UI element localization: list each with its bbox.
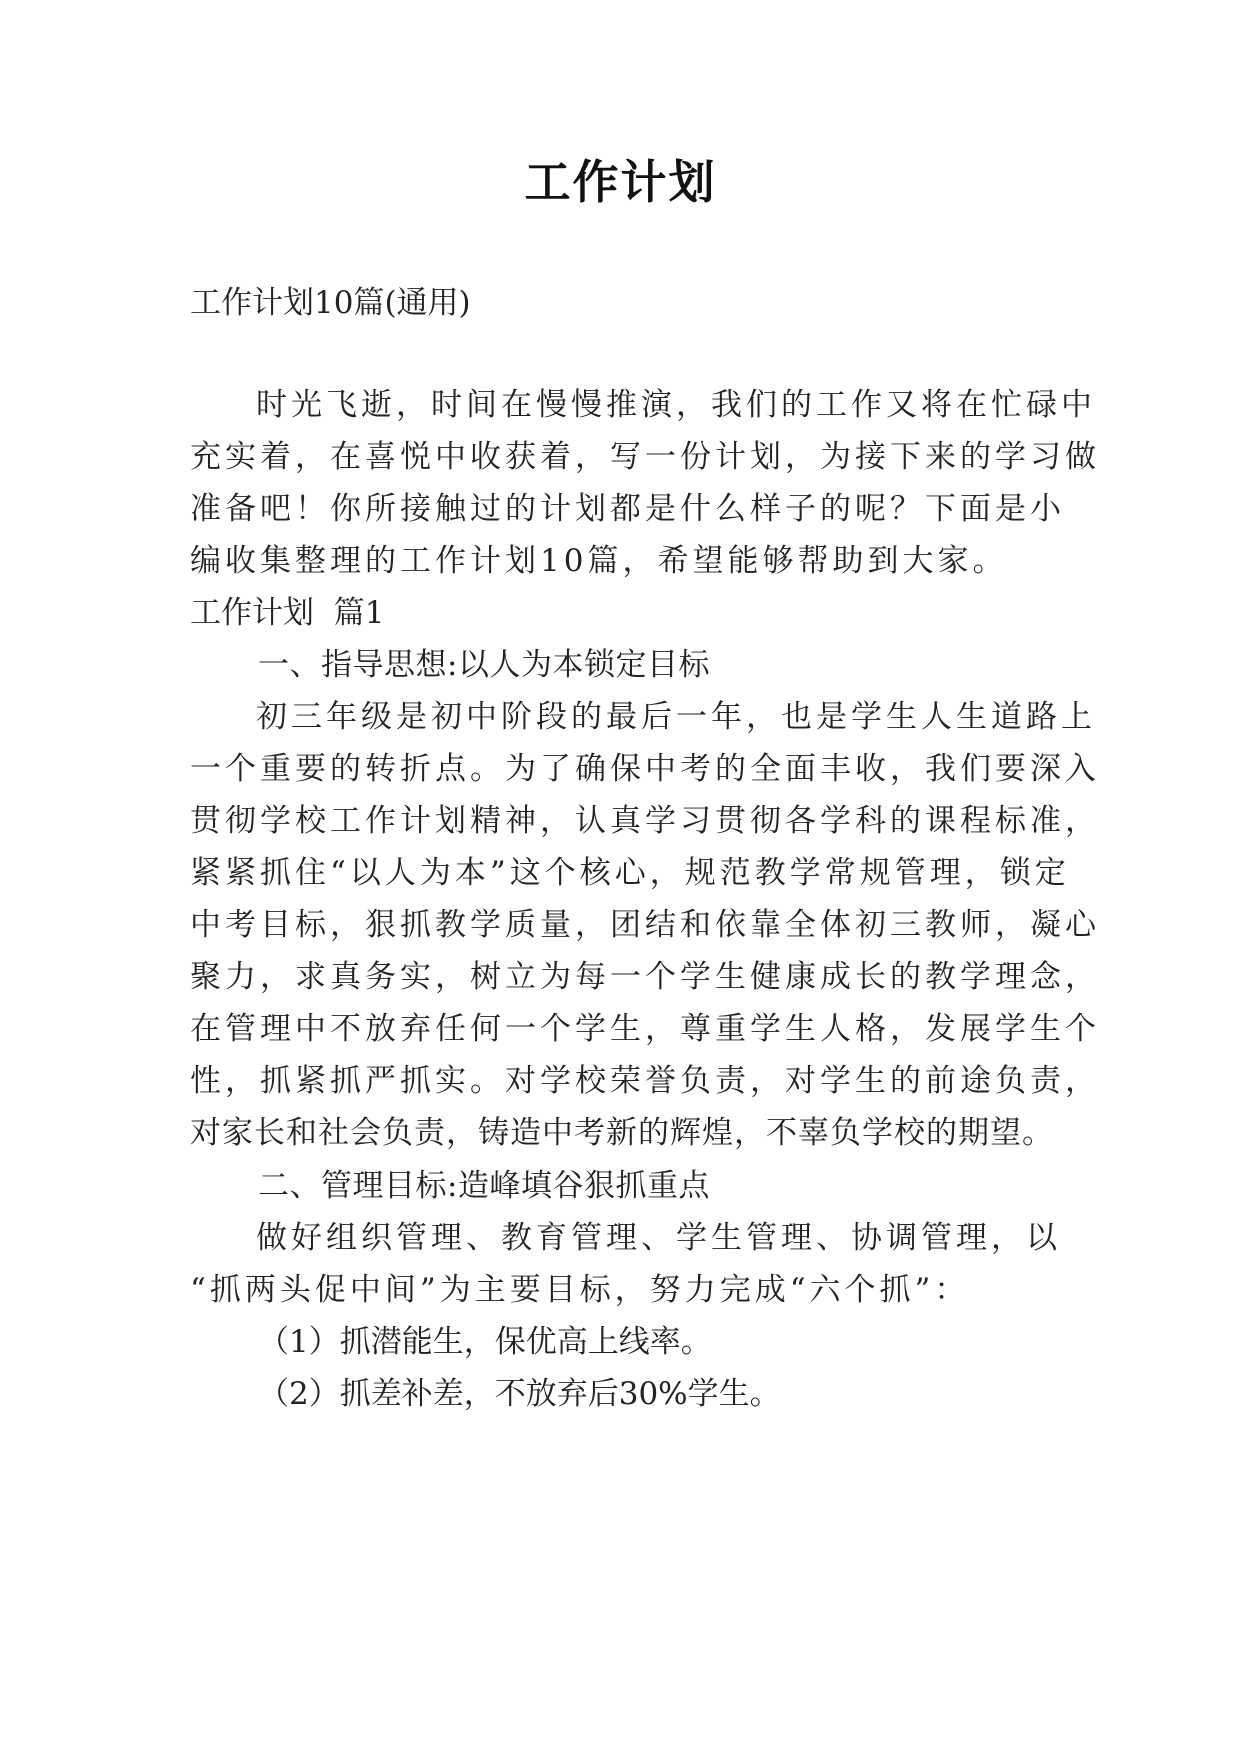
paragraph-line: 一个重要的转折点。为了确保中考的全面丰收，我们要深入	[190, 751, 1100, 787]
intro-line: 准备吧！你所接触过的计划都是什么样子的呢？下面是小	[190, 491, 1065, 527]
chapter-heading: 工作计划 篇1	[190, 595, 385, 631]
paragraph-line: 聚力，求真务实，树立为每一个学生健康成长的教学理念，	[190, 959, 1100, 995]
list-item: （1）抓潜能生，保优高上线率。	[258, 1324, 712, 1360]
paragraph-line: 紧紧抓住“以人为本”这个核心，规范教学常规管理，锁定	[190, 855, 1070, 891]
paragraph-line: 对家长和社会负责，铸造中考新的辉煌，不辜负学校的期望。	[190, 1115, 1054, 1151]
section-heading: 一、指导思想:以人为本锁定目标	[258, 647, 710, 683]
section-heading: 二、管理目标:造峰填谷狠抓重点	[258, 1168, 710, 1204]
document-title: 工作计划	[524, 155, 717, 209]
paragraph-line: 中考目标，狠抓教学质量，团结和依靠全体初三教师，凝心	[190, 907, 1100, 943]
intro-line: 编收集整理的工作计划10篇，希望能够帮助到大家。	[190, 543, 1008, 579]
intro-line: 充实着，在喜悦中收获着，写一份计划，为接下来的学习做	[190, 439, 1100, 475]
paragraph-line: “抓两头促中间”为主要目标，努力完成“六个抓”：	[190, 1272, 970, 1308]
intro-line: 时光飞逝，时间在慢慢推演，我们的工作又将在忙碌中	[256, 387, 1096, 423]
paragraph-line: 在管理中不放弃任何一个学生，尊重学生人格，发展学生个	[190, 1011, 1100, 1047]
paragraph-line: 性，抓紧抓严抓实。对学校荣誉负责，对学生的前途负责，	[190, 1063, 1100, 1099]
list-item: （2）抓差补差，不放弃后30%学生。	[258, 1376, 781, 1412]
paragraph-line: 做好组织管理、教育管理、学生管理、协调管理，以	[256, 1220, 1061, 1256]
paragraph-line: 贯彻学校工作计划精神，认真学习贯彻各学科的课程标准，	[190, 803, 1100, 839]
document-subtitle: 工作计划10篇(通用)	[190, 285, 471, 321]
paragraph-line: 初三年级是初中阶段的最后一年，也是学生人生道路上	[256, 699, 1096, 735]
